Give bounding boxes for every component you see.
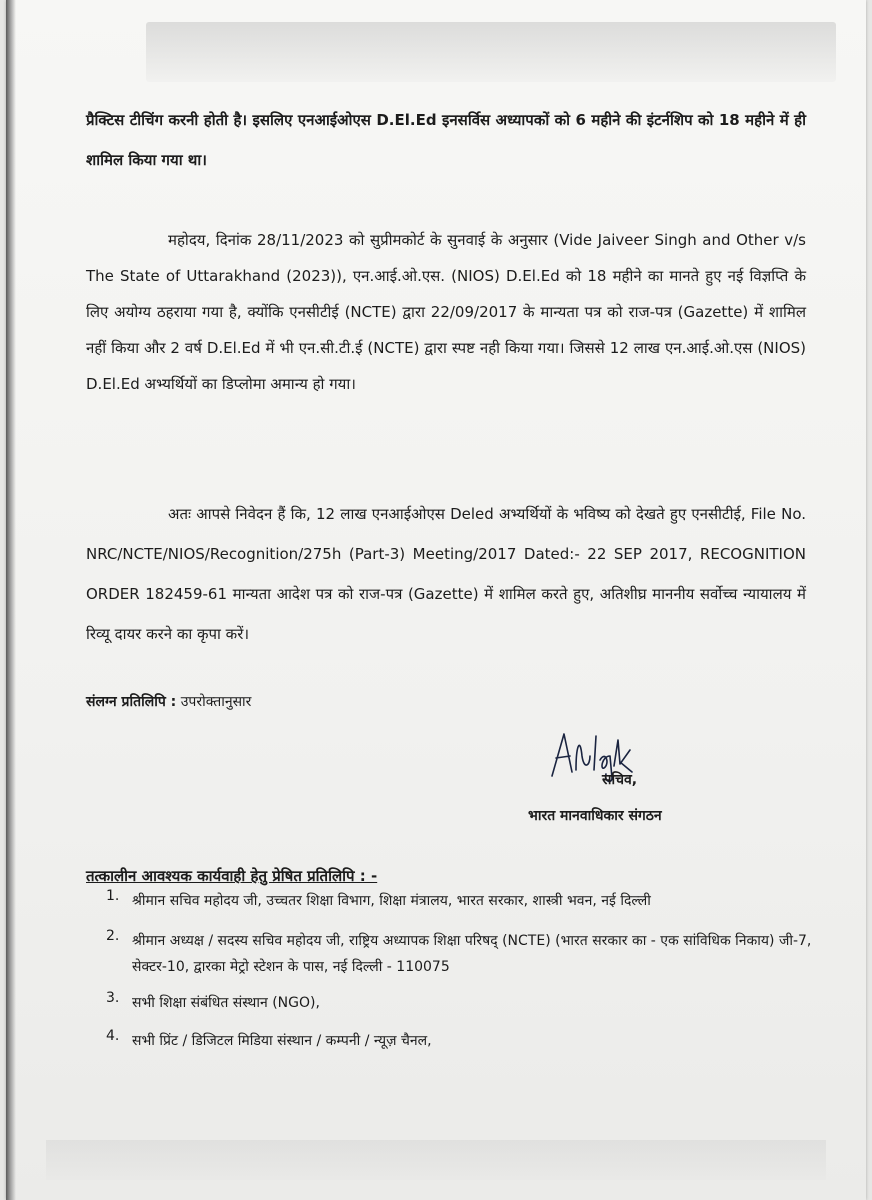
list-item-text: सभी शिक्षा संबंधित संस्थान (NGO), — [132, 995, 320, 1011]
list-item-number: 1. — [106, 888, 120, 904]
enclosure-line — [86, 692, 251, 711]
paragraph-internship: प्रैक्टिस टीचिंग करनी होती है। इसलिए एनआईओएस D.El.Ed इनसर्विस अध्यापकों को 6 महीने की इंटर्नशिप को 18 महीने में ही शामिल किया गया था। — [86, 111, 806, 169]
faded-letterhead — [146, 22, 836, 82]
paragraph-supreme-court: महोदय, दिनांक 28/11/2023 को सुप्रीमकोर्ट के सुनवाई के अनुसार (Vide Jaiveer Singh and Other v/s The State of Uttarakhand (2023)), एन.आई.ओ.एस. (NIOS) D.El.Ed को 18 महीने का मानते हुए नई विज्ञप्ति के लिए अयोग्य ठहराया गया है, क्योंकि एनसीटीई (NCTE) द्वारा 22/09/2017 के मान्यता पत्र को राज-पत्र (Gazette) में शामिल नहीं किया और 2 वर्ष D.El.Ed में भी एन.सी.टी.ई (NCTE) द्वारा स्पष्ट नही किया गया। जिससे 12 लाख एन.आई.ओ.एस (NIOS) D.El.Ed अभ्यर्थियों का डिप्लोमा अमान्य हो गया। — [86, 231, 806, 393]
list-item-text: श्रीमान सचिव महोदय जी, उच्चतर शिक्षा विभाग, शिक्षा मंत्रालय, भारत सरकार, शास्त्री भवन, नई दिल्ली — [132, 893, 651, 909]
signatory-title: सचिव, — [602, 772, 638, 788]
list-item-text: श्रीमान अध्यक्ष / सदस्य सचिव महोदय जी, राष्ट्रिय अध्यापक शिक्षा परिषद् (NCTE) (भारत सरकार का - एक सांविधिक निकाय) जी-7, सेक्टर-10, द्वारका मेट्रो स्टेशन के पास, नई दिल्ली - 110075 — [132, 933, 812, 975]
list-item-number: 3. — [106, 990, 120, 1006]
list-item-text: सभी प्रिंट / डिजिटल मिडिया संस्थान / कम्पनी / न्यूज़ चैनल, — [132, 1033, 432, 1049]
list-item-number: 2. — [106, 928, 120, 944]
enclosure-value: उपरोक्तानुसार — [180, 694, 252, 710]
document-page — [6, 0, 866, 1200]
list-item-number: 4. — [106, 1028, 120, 1044]
scan-edge-shadow — [6, 0, 16, 1200]
enclosure-label: संलग्न प्रतिलिपि : — [86, 694, 177, 710]
faded-footer — [46, 1140, 826, 1180]
paragraph-request: अतः आपसे निवेदन हैं कि, 12 लाख एनआईओएस Deled अभ्यर्थियों के भविष्य को देखते हुए एनसीटीई, File No. NRC/NCTE/NIOS/Recognition/275h (Part-3) Meeting/2017 Dated:- 22 SEP 2017, RECOGNITION ORDER 182459-61 मान्यता आदेश पत्र को राज-पत्र (Gazette) में शामिल करते हुए, अतिशीघ्र माननीय सर्वोच्च न्यायालय में रिव्यू दायर करने का कृपा करें। — [86, 505, 806, 643]
signatory-organization: भारत मानवाधिकार संगठन — [528, 808, 662, 824]
copy-to-heading: तत्कालीन आवश्यक कार्यवाही हेतु प्रेषित प्रतिलिपि : - — [86, 867, 378, 885]
